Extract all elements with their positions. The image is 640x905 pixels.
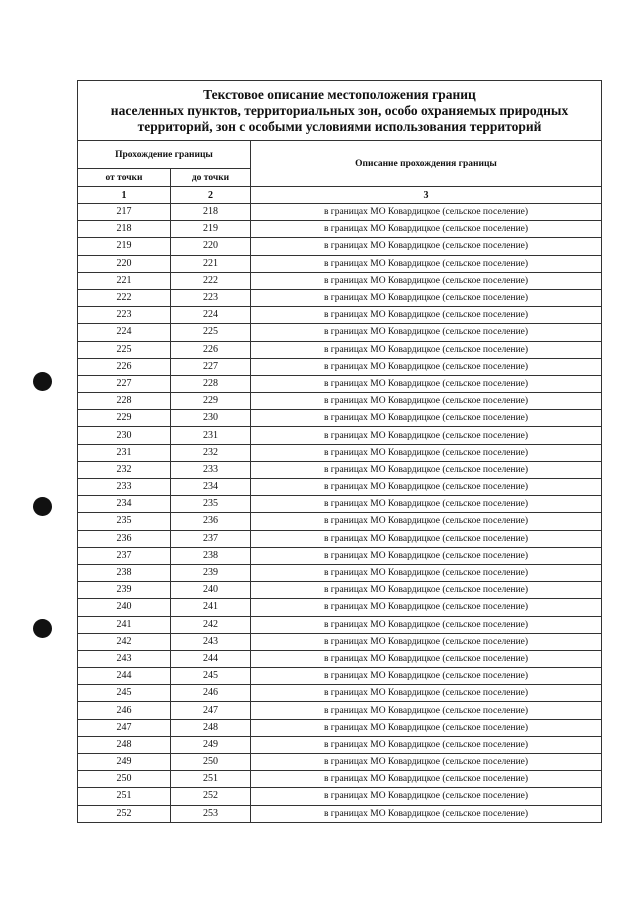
description-cell: в границах МО Ковардицкое (сельское поселение) (251, 771, 602, 788)
table-row (78, 582, 602, 599)
description-cell: в границах МО Ковардицкое (сельское поселение) (251, 513, 602, 530)
table-row (78, 358, 602, 375)
to-point-cell: 241 (171, 599, 251, 616)
from-point-cell: 242 (78, 633, 171, 650)
punch-hole-bottom (33, 619, 52, 638)
description-cell: в границах МО Ковардицкое (сельское поселение) (251, 650, 602, 667)
table-row (78, 530, 602, 547)
to-point-cell: 231 (171, 427, 251, 444)
description-cell: в границах МО Ковардицкое (сельское поселение) (251, 530, 602, 547)
from-point-cell: 235 (78, 513, 171, 530)
description-cell: в границах МО Ковардицкое (сельское поселение) (251, 461, 602, 478)
to-point-cell: 218 (171, 204, 251, 221)
to-point-cell: 229 (171, 393, 251, 410)
to-point-cell: 242 (171, 616, 251, 633)
from-point-cell: 220 (78, 255, 171, 272)
from-point-cell: 240 (78, 599, 171, 616)
description-cell: в границах МО Ковардицкое (сельское поселение) (251, 719, 602, 736)
from-point-cell: 217 (78, 204, 171, 221)
boundary-description-table (77, 80, 602, 823)
from-point-cell: 219 (78, 238, 171, 255)
from-point-cell: 229 (78, 410, 171, 427)
from-point-cell: 231 (78, 444, 171, 461)
punch-hole-top (33, 372, 52, 391)
description-cell: в границах МО Ковардицкое (сельское поселение) (251, 496, 602, 513)
table-row (78, 754, 602, 771)
from-point-cell: 248 (78, 736, 171, 753)
description-cell: в границах МО Ковардицкое (сельское поселение) (251, 358, 602, 375)
to-point-cell: 222 (171, 272, 251, 289)
to-point-cell: 226 (171, 341, 251, 358)
to-point-cell: 235 (171, 496, 251, 513)
table-row (78, 685, 602, 702)
from-point-cell: 232 (78, 461, 171, 478)
table-row (78, 805, 602, 822)
description-cell: в границах МО Ковардицкое (сельское поселение) (251, 289, 602, 306)
table-row (78, 393, 602, 410)
to-point-cell: 237 (171, 530, 251, 547)
description-cell: в границах МО Ковардицкое (сельское поселение) (251, 599, 602, 616)
to-point-cell: 246 (171, 685, 251, 702)
to-point-cell: 221 (171, 255, 251, 272)
table-row (78, 547, 602, 564)
to-point-cell: 227 (171, 358, 251, 375)
description-cell: в границах МО Ковардицкое (сельское поселение) (251, 685, 602, 702)
document-title (78, 81, 602, 141)
description-cell: в границах МО Ковардицкое (сельское поселение) (251, 410, 602, 427)
from-point-cell: 245 (78, 685, 171, 702)
to-point-cell: 230 (171, 410, 251, 427)
from-point-cell: 250 (78, 771, 171, 788)
description-cell: в границах МО Ковардицкое (сельское поселение) (251, 547, 602, 564)
description-cell: в границах МО Ковардицкое (сельское поселение) (251, 444, 602, 461)
from-point-cell: 251 (78, 788, 171, 805)
description-cell: в границах МО Ковардицкое (сельское поселение) (251, 204, 602, 221)
header-to-point: до точки (171, 169, 251, 187)
from-point-cell: 246 (78, 702, 171, 719)
from-point-cell: 241 (78, 616, 171, 633)
from-point-cell: 244 (78, 668, 171, 685)
to-point-cell: 233 (171, 461, 251, 478)
table-row (78, 702, 602, 719)
description-cell: в границах МО Ковардицкое (сельское поселение) (251, 633, 602, 650)
description-cell: в границах МО Ковардицкое (сельское поселение) (251, 272, 602, 289)
from-point-cell: 237 (78, 547, 171, 564)
punch-hole-middle (33, 497, 52, 516)
table-row (78, 427, 602, 444)
title-line-3: территорий, зон с особыми условиями использования территорий (137, 118, 542, 134)
header-boundary-passage: Прохождение границы (78, 141, 251, 169)
table-row (78, 444, 602, 461)
table-row (78, 616, 602, 633)
title-line-1: Текстовое описание местоположения границ (203, 86, 476, 102)
table-row (78, 204, 602, 221)
to-point-cell: 236 (171, 513, 251, 530)
to-point-cell: 232 (171, 444, 251, 461)
description-cell: в границах МО Ковардицкое (сельское поселение) (251, 582, 602, 599)
from-point-cell: 247 (78, 719, 171, 736)
description-cell: в границах МО Ковардицкое (сельское поселение) (251, 221, 602, 238)
description-cell: в границах МО Ковардицкое (сельское поселение) (251, 668, 602, 685)
from-point-cell: 236 (78, 530, 171, 547)
from-point-cell: 249 (78, 754, 171, 771)
table-row (78, 771, 602, 788)
table-row (78, 668, 602, 685)
to-point-cell: 243 (171, 633, 251, 650)
to-point-cell: 223 (171, 289, 251, 306)
to-point-cell: 245 (171, 668, 251, 685)
description-cell: в границах МО Ковардицкое (сельское поселение) (251, 393, 602, 410)
table-row (78, 289, 602, 306)
column-number-1: 1 (78, 187, 171, 204)
table-row (78, 410, 602, 427)
title-line-2: населенных пунктов, территориальных зон, особо охраняемых природных (110, 102, 569, 118)
description-cell: в границах МО Ковардицкое (сельское поселение) (251, 616, 602, 633)
description-cell: в границах МО Ковардицкое (сельское поселение) (251, 702, 602, 719)
from-point-cell: 226 (78, 358, 171, 375)
to-point-cell: 234 (171, 479, 251, 496)
from-point-cell: 222 (78, 289, 171, 306)
description-cell: в границах МО Ковардицкое (сельское поселение) (251, 805, 602, 822)
from-point-cell: 221 (78, 272, 171, 289)
description-cell: в границах МО Ковардицкое (сельское поселение) (251, 736, 602, 753)
description-cell: в границах МО Ковардицкое (сельское поселение) (251, 754, 602, 771)
table-row (78, 479, 602, 496)
table-row (78, 221, 602, 238)
table-row (78, 513, 602, 530)
from-point-cell: 252 (78, 805, 171, 822)
table-row (78, 375, 602, 392)
from-point-cell: 233 (78, 479, 171, 496)
description-cell: в границах МО Ковардицкое (сельское поселение) (251, 375, 602, 392)
table-row (78, 461, 602, 478)
from-point-cell: 243 (78, 650, 171, 667)
to-point-cell: 219 (171, 221, 251, 238)
table-row (78, 307, 602, 324)
column-number-3: 3 (251, 187, 602, 204)
to-point-cell: 250 (171, 754, 251, 771)
to-point-cell: 238 (171, 547, 251, 564)
from-point-cell: 224 (78, 324, 171, 341)
description-cell: в границах МО Ковардицкое (сельское поселение) (251, 427, 602, 444)
description-cell: в границах МО Ковардицкое (сельское поселение) (251, 479, 602, 496)
table-row (78, 496, 602, 513)
description-cell: в границах МО Ковардицкое (сельское поселение) (251, 238, 602, 255)
to-point-cell: 249 (171, 736, 251, 753)
from-point-cell: 228 (78, 393, 171, 410)
to-point-cell: 244 (171, 650, 251, 667)
to-point-cell: 240 (171, 582, 251, 599)
from-point-cell: 227 (78, 375, 171, 392)
from-point-cell: 218 (78, 221, 171, 238)
to-point-cell: 228 (171, 375, 251, 392)
description-cell: в границах МО Ковардицкое (сельское поселение) (251, 324, 602, 341)
to-point-cell: 220 (171, 238, 251, 255)
to-point-cell: 252 (171, 788, 251, 805)
table-row (78, 719, 602, 736)
description-cell: в границах МО Ковардицкое (сельское поселение) (251, 341, 602, 358)
from-point-cell: 239 (78, 582, 171, 599)
document-sheet (77, 80, 601, 823)
table-row (78, 736, 602, 753)
to-point-cell: 239 (171, 564, 251, 581)
to-point-cell: 248 (171, 719, 251, 736)
table-row (78, 255, 602, 272)
table-row (78, 599, 602, 616)
table-row (78, 341, 602, 358)
from-point-cell: 223 (78, 307, 171, 324)
table-row (78, 788, 602, 805)
table-row (78, 633, 602, 650)
description-cell: в границах МО Ковардицкое (сельское поселение) (251, 255, 602, 272)
from-point-cell: 234 (78, 496, 171, 513)
column-number-2: 2 (171, 187, 251, 204)
table-body (78, 204, 602, 823)
to-point-cell: 225 (171, 324, 251, 341)
table-row (78, 324, 602, 341)
to-point-cell: 247 (171, 702, 251, 719)
description-cell: в границах МО Ковардицкое (сельское поселение) (251, 788, 602, 805)
from-point-cell: 238 (78, 564, 171, 581)
to-point-cell: 224 (171, 307, 251, 324)
to-point-cell: 253 (171, 805, 251, 822)
from-point-cell: 230 (78, 427, 171, 444)
table-row (78, 564, 602, 581)
table-row (78, 272, 602, 289)
description-cell: в границах МО Ковардицкое (сельское поселение) (251, 564, 602, 581)
to-point-cell: 251 (171, 771, 251, 788)
from-point-cell: 225 (78, 341, 171, 358)
table-row (78, 238, 602, 255)
header-boundary-description: Описание прохождения границы (251, 141, 602, 187)
description-cell: в границах МО Ковардицкое (сельское поселение) (251, 307, 602, 324)
table-row (78, 650, 602, 667)
header-from-point: от точки (78, 169, 171, 187)
